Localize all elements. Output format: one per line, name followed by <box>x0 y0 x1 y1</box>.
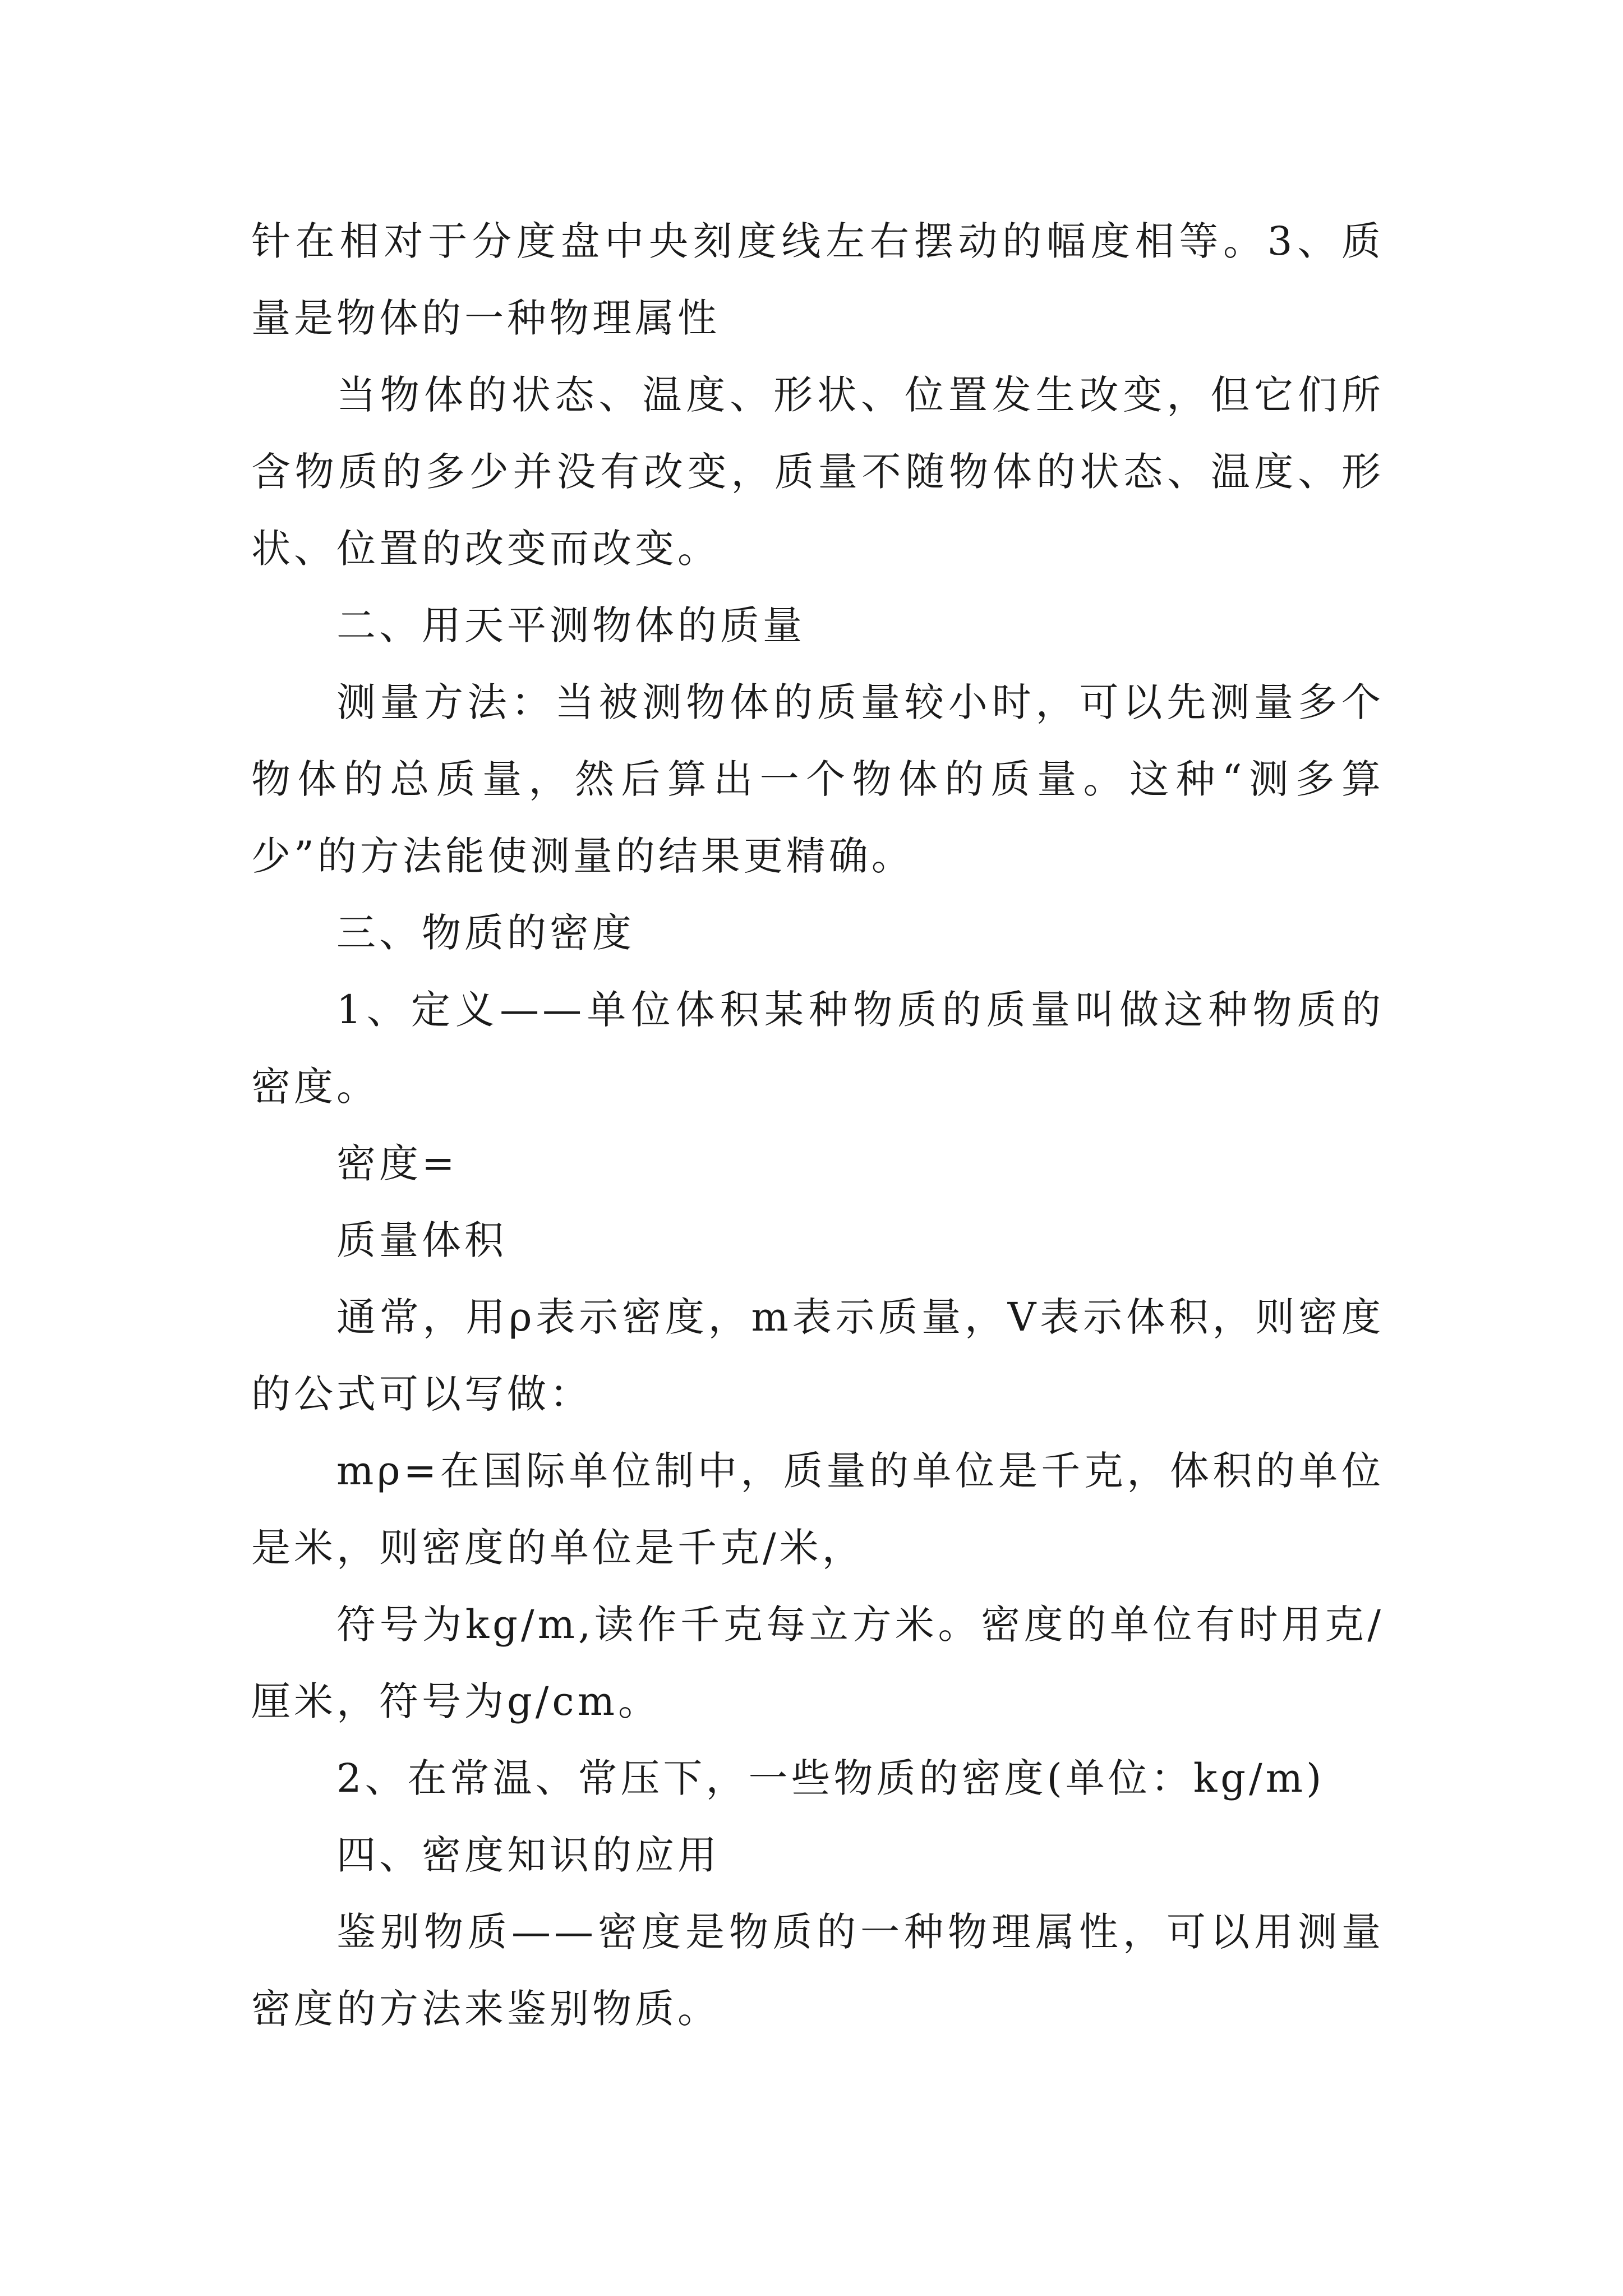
paragraph-unit-symbols: 符号为kg/m,读作千克每立方米。密度的单位有时用克/厘米，符号为g/cm。 <box>251 1602 1384 1724</box>
paragraph-density-symbols: 通常，用ρ表示密度，m表示质量，V表示体积，则密度的公式可以写做： <box>251 1294 1384 1417</box>
paragraph-identify-substance: 鉴别物质——密度是物质的一种物理属性，可以用测量密度的方法来鉴别物质。 <box>251 1909 1384 2032</box>
heading-density: 三、物质的密度 <box>336 910 635 956</box>
formula-mass-volume: 质量体积 <box>336 1217 507 1263</box>
paragraph-si-units: mρ=在国际单位制中，质量的单位是千克，体积的单位是米，则密度的单位是千克/米， <box>251 1448 1384 1571</box>
paragraph-mass-property: 针在相对于分度盘中央刻度线左右摆动的幅度相等。3、质量是物体的一种物理属性 <box>251 218 1384 341</box>
paragraph-density-definition: 1、定义——单位体积某种物质的质量叫做这种物质的密度。 <box>251 987 1384 1110</box>
heading-density-application: 四、密度知识的应用 <box>336 1832 720 1878</box>
paragraph-density-table-caption: 2、在常温、常压下，一些物质的密度(单位：kg/m) <box>336 1755 1325 1801</box>
document-body <box>251 203 1384 2047</box>
formula-density-label: 密度= <box>336 1140 458 1186</box>
heading-balance-measurement: 二、用天平测物体的质量 <box>336 602 805 648</box>
paragraph-measurement-method: 测量方法：当被测物体的质量较小时，可以先测量多个物体的总质量，然后算出一个物体的质量。这种“测多算少”的方法能使测量的结果更精确。 <box>251 679 1384 879</box>
paragraph-mass-invariance: 当物体的状态、温度、形状、位置发生改变，但它们所含物质的多少并没有改变，质量不随物体的状态、温度、形状、位置的改变而改变。 <box>251 372 1384 572</box>
